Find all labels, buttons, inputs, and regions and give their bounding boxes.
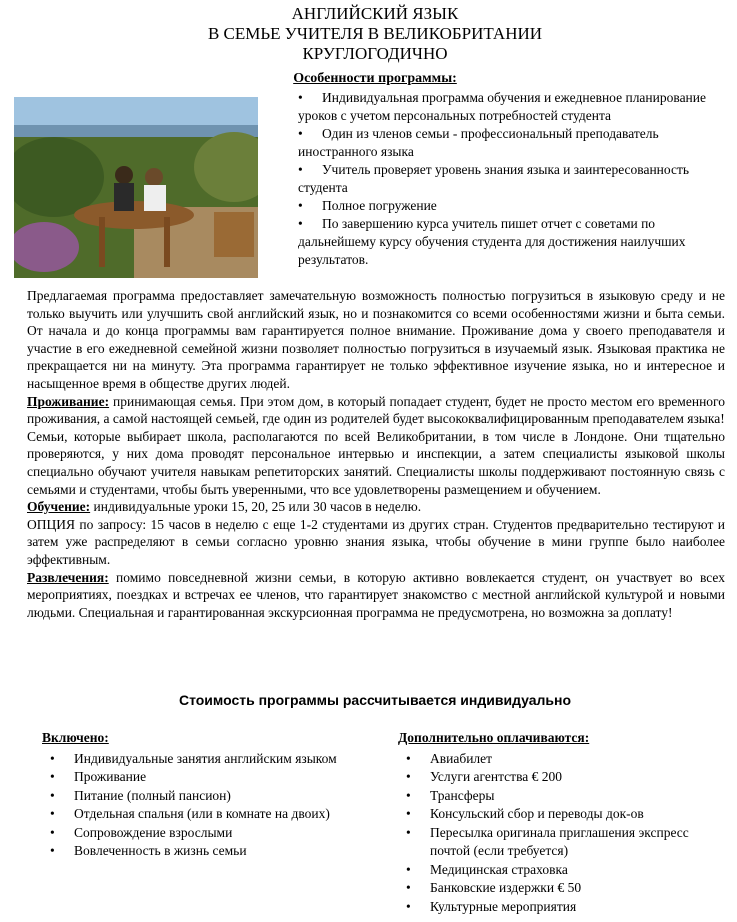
leisure-paragraph: [27, 569, 725, 622]
extra-item: • Консульский сбор и переводы док-ов: [398, 805, 698, 824]
included-item: • Питание (полный пансион): [42, 787, 342, 806]
feature-text: Один из членов семьи - профессиональный преподаватель иностранного языка: [298, 126, 659, 159]
document-title: [0, 4, 737, 64]
feature-text: Учитель проверяет уровень знания языка и заинтересованность студента: [298, 162, 690, 195]
extra-item: • Трансферы: [398, 787, 698, 806]
title-line: АНГЛИЙСКИЙ ЯЗЫК: [291, 4, 459, 23]
extra-item: • Культурные мероприятия: [398, 898, 698, 917]
leisure-label: Развлечения:: [27, 569, 109, 585]
included-heading: Включено:: [42, 730, 109, 745]
feature-item: • По завершению курса учитель пишет отчет с советами по дальнейшему курсу обучения студента для достижения наилучших результатов.: [298, 216, 686, 267]
study-text: индивидуальные уроки 15, 20, 25 или 30 часов в неделю.: [90, 499, 422, 515]
families-paragraph: Семьи, которые выбирает школа, располагаются по всей Великобритании, в том числе в Лондоне. Они тщательно проверяются, у них дома проводят персональное интервью и инспекции, а затем специалисты языковой школы специально обучают учителя навыкам репетиторских занятий. Специалисты школы поддерживают постоянную связь с семьями и студентами, чтобы быть уверенными, что все удовлетворены размещением и обучением.: [27, 428, 725, 497]
feature-text: Полное погружение: [322, 198, 437, 213]
garden-photo: [14, 97, 258, 278]
leisure-text: помимо повседневной жизни семьи, в которую активно вовлекается студент, он участвует во всех мероприятиях, поездках и встречах ее членов, что гарантирует знакомство с местной английской культурой и новыми людьми. Специальная и гарантированная экскурсионная программа не предусмотрена, но возможна за доплату!: [27, 569, 725, 620]
feature-item: • Индивидуальная программа обучения и ежедневное планирование уроков с учетом персональных потребностей студента: [298, 90, 706, 123]
extra-column: [398, 729, 698, 916]
accommodation-label: Проживание:: [27, 393, 110, 409]
included-item: • Вовлеченность в жизнь семьи: [42, 842, 342, 861]
accommodation-paragraph: [27, 393, 725, 428]
feature-item: • Учитель проверяет уровень знания языка и заинтересованность студента: [298, 162, 690, 195]
features-list: [298, 89, 708, 269]
extra-item: • Пересылка оригинала приглашения экспресс почтой (если требуется): [398, 824, 698, 861]
option-paragraph: ОПЦИЯ по запросу: 15 часов в неделю с еще 1-2 студентами из других стран. Студентов предварительно тестируют и затем уже распределяют в семьи согласно уровню знания языка, чтобы обучение в мини группе было наиболее эффективным.: [27, 516, 725, 567]
title-line: В СЕМЬЕ УЧИТЕЛЯ В ВЕЛИКОБРИТАНИИ: [207, 24, 543, 43]
included-item: • Проживание: [42, 768, 342, 787]
extra-heading: Дополнительно оплачиваются:: [398, 730, 590, 745]
study-label: Обучение:: [27, 499, 91, 515]
cost-note: Стоимость программы рассчитывается индивидуально: [178, 692, 572, 708]
title-line: КРУГЛОГОДИЧНО: [302, 44, 448, 63]
features-heading: Особенности программы:: [293, 71, 457, 86]
feature-text: По завершению курса учитель пишет отчет с советами по дальнейшему курсу обучения студента для достижения наилучших результатов.: [298, 216, 686, 267]
intro-paragraph: Предлагаемая программа предоставляет замечательную возможность полностью погрузиться в языковую среду и не только выучить или улучшить свой английский язык, но и познакомится со всеми особенностями жизни и быта семьи. От начала и до конца программы вам гарантируется полное внимание. Проживание дома у своего преподавателя и участие в его ежедневной семейной жизни позволяет полностью погрузиться в изучаемый язык. Языковая практика не прекращается ни на минуту. Эта программа гарантирует не только эффективное изучение языка, но и интересное и насыщенное время в обществе других людей.: [27, 288, 725, 391]
accommodation-text: принимающая семья. При этом дом, в который попадает студент, будет не просто местом его временного проживания, а самой настоящей семьей, где один из родителей будет высококвалифицированным преподавателем языка!: [27, 393, 725, 427]
body-text: [27, 287, 725, 621]
extra-item: • Авиабилет: [398, 750, 698, 769]
included-list: [42, 750, 342, 861]
feature-item: • Полное погружение: [298, 198, 437, 213]
feature-item: • Один из членов семьи - профессиональный преподаватель иностранного языка: [298, 126, 659, 159]
feature-text: Индивидуальная программа обучения и ежедневное планирование уроков с учетом персональных потребностей студента: [298, 90, 706, 123]
extra-item: • Услуги агентства € 200: [398, 768, 698, 787]
extra-item: • Медицинская страховка: [398, 861, 698, 880]
included-item: • Отдельная спальня (или в комнате на двоих): [42, 805, 342, 824]
study-paragraph: [27, 498, 725, 516]
extra-item: • Банковские издержки € 50: [398, 879, 698, 898]
included-column: [42, 729, 342, 861]
included-item: • Индивидуальные занятия английским языком: [42, 750, 342, 769]
extra-list: [398, 750, 698, 917]
included-item: • Сопровождение взрослыми: [42, 824, 342, 843]
